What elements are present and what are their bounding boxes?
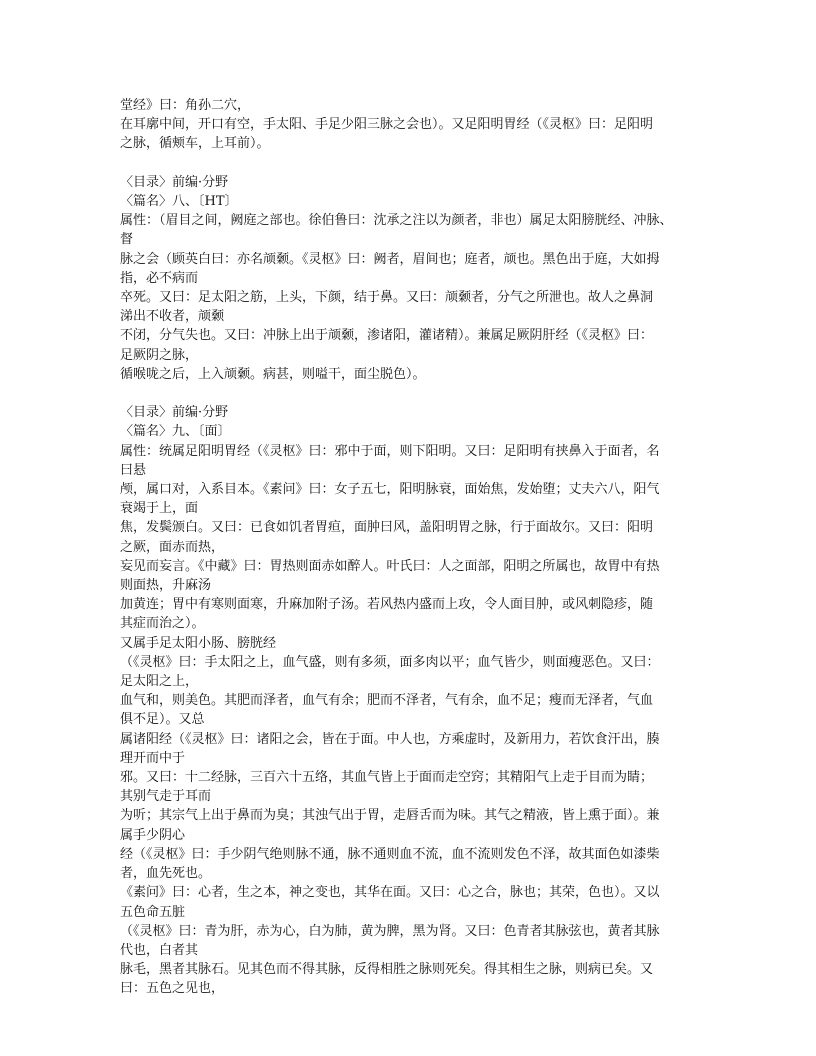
text-line: 属手少阴心 xyxy=(120,827,186,843)
text-line: 〈篇名〉九、〔面〕 xyxy=(120,424,231,440)
text-line: 为听；其宗气上出于鼻而为臭；其浊气出于胃，走唇舌而为味。其气之精液，皆上熏于面）。兼 xyxy=(120,808,660,824)
text-line: 经（《灵枢》曰：手少阴气绝则脉不通，脉不通则血不流，血不流则发色不泽，故其面色如漆柴 xyxy=(120,846,660,862)
text-line: 堂经》曰：角孙二穴， xyxy=(120,98,251,113)
text-line: 属诸阳经（《灵枢》曰：诸阳之会，皆在于面。中人也，方乘虚时，及新用力，若饮食汗出，腠 xyxy=(120,731,660,747)
text-line: 焦，发鬓颁白。又曰：已食如饥者胃疸，面肿曰风，盖阳明胃之脉，行于面故尔。又曰：阳明 xyxy=(120,520,654,536)
paragraph-gap xyxy=(120,384,704,403)
text-line: 邪。又曰：十二经脉，三百六十五络，其血气皆上于面而走空窍；其精阳气上走于目而为睛； xyxy=(120,770,654,786)
text-line: 足厥阴之脉， xyxy=(120,347,199,363)
text-line: 其别气走于耳而 xyxy=(120,789,212,805)
text-line: 之厥，面赤而热， xyxy=(120,539,225,555)
text-line: （《灵枢》曰：青为肝，赤为心，白为肺，黄为脾，黑为肾。又曰：色青者其脉弦也，黄者其脉 xyxy=(120,923,660,939)
text-line: 不闭，分气失也。又曰：冲脉上出于颃颡，渗诸阳，灌诸精）。兼属足厥阴肝经（《灵枢》曰： xyxy=(120,328,654,344)
text-line: 属性：统属足阳明胃经（《灵枢》曰：邪中于面，则下阳明。又曰：足阳明有挟鼻入于面者，名 xyxy=(120,443,660,459)
document-page xyxy=(120,96,704,999)
text-line: 在耳廓中间，开口有空，手太阳、手足少阳三脉之会也）。又足阳明胃经（《灵枢》曰：足阳明 xyxy=(120,117,654,133)
text-line: 代也，白者其 xyxy=(120,942,199,958)
text-line: 足太阳之上， xyxy=(120,674,199,690)
text-line: 曰悬 xyxy=(120,462,147,478)
text-line: 指，必不病而 xyxy=(120,270,199,286)
text-line: 加黄连；胃中有寒则面寒，升麻加附子汤。若风热内盛而上攻，令人面目肿，或风刺隐疹，随 xyxy=(120,597,654,613)
text-line: 衰竭于上，面 xyxy=(120,501,199,517)
text-line: 则面热，升麻汤 xyxy=(120,578,212,594)
text-line: 〈目录〉前编·分野 xyxy=(120,174,229,190)
text-line: 涕出不收者，颃颡 xyxy=(120,309,225,325)
text-line: 又属手足太阳小肠、膀胱经 xyxy=(120,635,277,651)
text-line: 妄见而妄言。《中藏》曰：胃热则面赤如醉人。叶氏曰：人之面部，阳明之所属也，故胃中有热 xyxy=(120,558,660,574)
text-line: 之脉，循颊车，上耳前）。 xyxy=(120,136,270,152)
text-line: 俱不足）。又总 xyxy=(120,712,205,728)
text-block xyxy=(120,96,704,154)
text-block xyxy=(120,403,704,998)
text-line: 曰：五色之见也， xyxy=(120,981,225,997)
text-line: 循喉咙之后，上入颃颡。病甚，则嗌干，面尘脱色）。 xyxy=(120,366,426,382)
text-line: （《灵枢》曰：手太阳之上，血气盛，则有多须，面多肉以平；血气皆少，则面瘦恶色。又曰： xyxy=(120,654,660,670)
paragraph-gap xyxy=(120,154,704,173)
text-line: 其症而治之）。 xyxy=(120,616,205,632)
text-line: 理开而中于 xyxy=(120,750,186,766)
text-line: 五色命五脏 xyxy=(120,904,186,920)
text-line: 《素问》曰：心者，生之本，神之变也，其华在面。又曰：心之合，脉也；其荣，色也）。又以 xyxy=(120,885,660,901)
text-line: 督 xyxy=(120,232,134,248)
text-line: 〈篇名〉八、〔HT〕 xyxy=(120,194,238,209)
text-line: 〈目录〉前编·分野 xyxy=(120,405,229,421)
text-line: 属性：（眉目之间，阙庭之部也。徐伯鲁曰：沈承之注以为颜者，非也）属足太阳膀胱经、冲脉、 xyxy=(120,213,673,229)
text-line: 脉毛，黑者其脉石。见其色而不得其脉，反得相胜之脉则死矣。得其相生之脉，则病已矣。又 xyxy=(120,962,654,978)
text-line: 颅，属口对，入系目本。《素问》曰：女子五七，阳明脉衰，面始焦，发始堕；丈夫六八，阳气 xyxy=(120,482,660,498)
text-line: 血气和，则美色。其肥而泽者，血气有余；肥而不泽者，气有余，血不足；瘦而无泽者，气血 xyxy=(120,693,654,709)
text-line: 脉之会（顾英白曰：亦名颃颡。《灵枢》曰：阙者，眉间也；庭者，颃也。黑色出于庭，大如拇 xyxy=(120,251,660,267)
text-block xyxy=(120,173,704,384)
text-line: 者，血先死也。 xyxy=(120,866,212,882)
text-line: 卒死。又曰：足太阳之筋，上头，下颜，结于鼻。又曰：颃颡者，分气之所泄也。故人之鼻洞 xyxy=(120,290,654,306)
